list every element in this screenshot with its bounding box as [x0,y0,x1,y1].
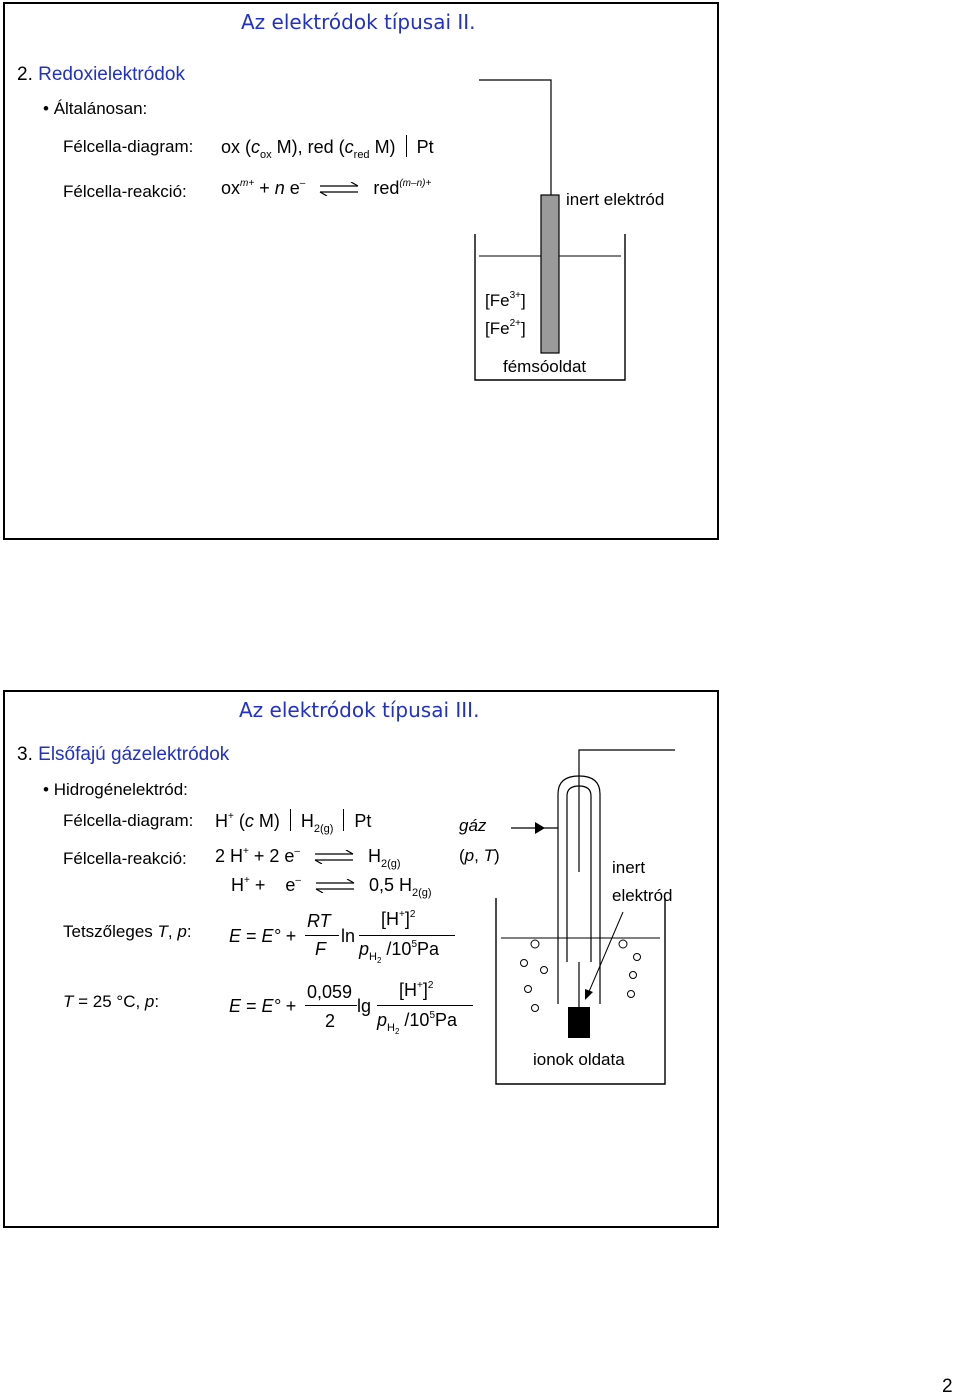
reaction2-rhs-sub: 2(g) [412,887,432,899]
section-title: Redoxielektródok [38,64,185,85]
bullet-dot-icon: • [43,99,49,118]
nernst2-power: 2 [427,980,434,991]
nernst2-h: [H [399,980,417,1000]
diagram-c-red-sub: red [353,149,370,161]
platinum-electrode [568,1007,590,1038]
ion-fe3 [485,291,526,311]
reaction1-rhs: H [368,846,381,866]
reaction2-lhs: H [231,875,244,895]
nernst2-numerator: 0,059 [307,982,353,1002]
solution-label: ionok oldata [533,1050,625,1069]
diagram-label: Félcella-diagram: [63,811,194,830]
diagram-c-ox-sub: ox [260,149,272,161]
nernst2-p: p [377,1010,388,1030]
electrode-label: inert elektród [566,190,665,209]
inert-electrode-rod [541,195,559,353]
diagram-h: H [215,811,228,831]
nernst2-unit: Pa [435,1010,458,1030]
gas-cond-close: ) [493,846,500,865]
reaction-label: Félcella-reakció: [63,849,187,868]
ion-fe3-symbol: [Fe [485,291,510,310]
reaction-label: Félcella-reakció: [63,182,187,201]
reaction1-lhs-charge: + [243,846,249,857]
nernst1-pow: 5 [411,939,418,950]
hydrogen-electrode-apparatus [5,692,717,1226]
section-number: 2. [17,64,33,85]
reaction-e: e [284,178,300,198]
nernst1-E0: E° [261,926,281,946]
general-label-T: T [157,922,168,941]
slide-redox-electrodes [3,2,719,540]
electrode-label-line2: elektród [612,886,673,905]
ion-fe2 [485,319,526,339]
nernst2-E0: E° [261,996,281,1016]
nernst1-power: 2 [409,909,416,920]
bullet-text: Hidrogénelektród: [53,780,188,799]
ion-fe3-bracket: ] [520,291,526,310]
nernst1-denominator: F [315,939,326,959]
slide-title: Az elektródok típusai II. [241,10,476,34]
diagram-h2: H [300,811,314,831]
std-label-p: p [144,992,155,1011]
nernst1-plus: + [280,926,297,946]
nernst2-p-sub: H [387,1022,395,1034]
reaction2-lhs-charge: + [244,875,250,886]
nernst1-unit: Pa [417,939,440,959]
general-label-colon: : [186,922,192,941]
nernst1-E: E [229,926,242,946]
reaction-red: red [373,178,400,198]
diagram-end: M) [369,137,396,157]
nernst2-lg: lg [357,996,372,1016]
reaction-ox-charge: m+ [240,178,255,189]
reaction2-rhs: 0,5 H [368,875,413,895]
reaction-e-charge: – [299,178,306,189]
nernst2-eq: = [241,996,262,1016]
nernst1-h-charge: + [399,909,405,920]
reaction1-lhs: 2 H [215,846,244,866]
reaction1-rhs-sub: 2(g) [381,858,401,870]
ion-fe2-bracket: ] [520,319,526,338]
diagram-c: c [251,137,261,157]
reaction1-electrons: + 2 e [248,846,295,866]
reaction-red-charge: (m–n)+ [399,178,432,189]
general-label-pre: Tetszőleges [63,922,158,941]
nernst1-div: /10 [381,939,412,959]
electrode-pointer [588,912,623,994]
nernst2-bracket: ] [422,980,428,1000]
nernst1-ln: ln [341,926,356,946]
diagram-pt: Pt [416,137,434,157]
nernst2-p-sub2: 2 [394,1027,400,1036]
diagram-ox: ox ( [221,137,252,157]
bullet-dot-icon: • [43,780,49,799]
diagram-mid: M), red ( [271,137,345,157]
slide-gas-electrodes [3,690,719,1228]
nernst1-eq: = [241,926,262,946]
electrode-label-line1: inert [612,858,646,877]
slide-title: Az elektródok típusai III. [239,698,480,722]
ion-fe2-symbol: [Fe [485,319,510,338]
diagram-close: M) [253,811,280,831]
nernst2-plus: + [280,996,297,1016]
diagram-c: c [244,811,254,831]
nernst2-E: E [229,996,242,1016]
ion-fe2-charge: 2+ [509,318,521,329]
std-label-rest: = 25 °C, [73,992,145,1011]
section-title: Elsőfajú gázelektródok [38,744,230,765]
gas-cond-p: p [464,846,475,865]
reaction2-e-charge: – [295,875,301,886]
nernst1-h: [H [381,909,399,929]
section-number: 3. [17,744,33,765]
nernst2-denominator: 2 [325,1011,336,1031]
nernst2-pow: 5 [429,1010,436,1021]
ion-fe3-charge: 3+ [509,290,521,301]
bullet-text: Általánosan: [53,99,148,118]
nernst1-p-sub: H [369,951,377,963]
gas-bubbles [521,940,641,1012]
electrode-wire [479,80,551,196]
std-label-T: T [63,992,74,1011]
diagram-label: Félcella-diagram: [63,137,194,156]
nernst2-h-charge: + [417,980,423,991]
reaction-n: n [274,178,285,198]
diagram-open: ( [233,811,245,831]
page-number: 2 [942,1376,953,1397]
nernst1-p: p [359,939,370,959]
gas-cond-sep: , [474,846,484,865]
diagram-h2-sub: 2(g) [313,823,334,835]
reaction2-plus: + [249,875,266,895]
reaction-plus: + [254,178,275,198]
reaction-ox: ox [221,178,241,198]
general-label-sep: , [167,922,178,941]
nernst1-p-sub2: 2 [376,956,382,965]
electrode-wire [579,750,675,872]
general-label-p: p [177,922,187,941]
diagram-pt: Pt [354,811,372,831]
gas-cond-T: T [483,846,494,865]
std-label-colon: : [154,992,160,1011]
nernst1-bracket: ] [404,909,410,929]
reaction2-e: e [285,875,296,895]
diagram-c2: c [344,137,354,157]
solution-label: fémsóoldat [503,357,587,376]
gas-cond-open: ( [459,846,465,865]
diagram-h-charge: + [228,811,234,822]
nernst1-numerator: RT [307,911,331,931]
reaction1-e-charge: – [294,846,300,857]
gas-label: gáz [459,816,487,835]
redox-electrode-apparatus [5,4,717,538]
nernst2-div: /10 [399,1010,430,1030]
